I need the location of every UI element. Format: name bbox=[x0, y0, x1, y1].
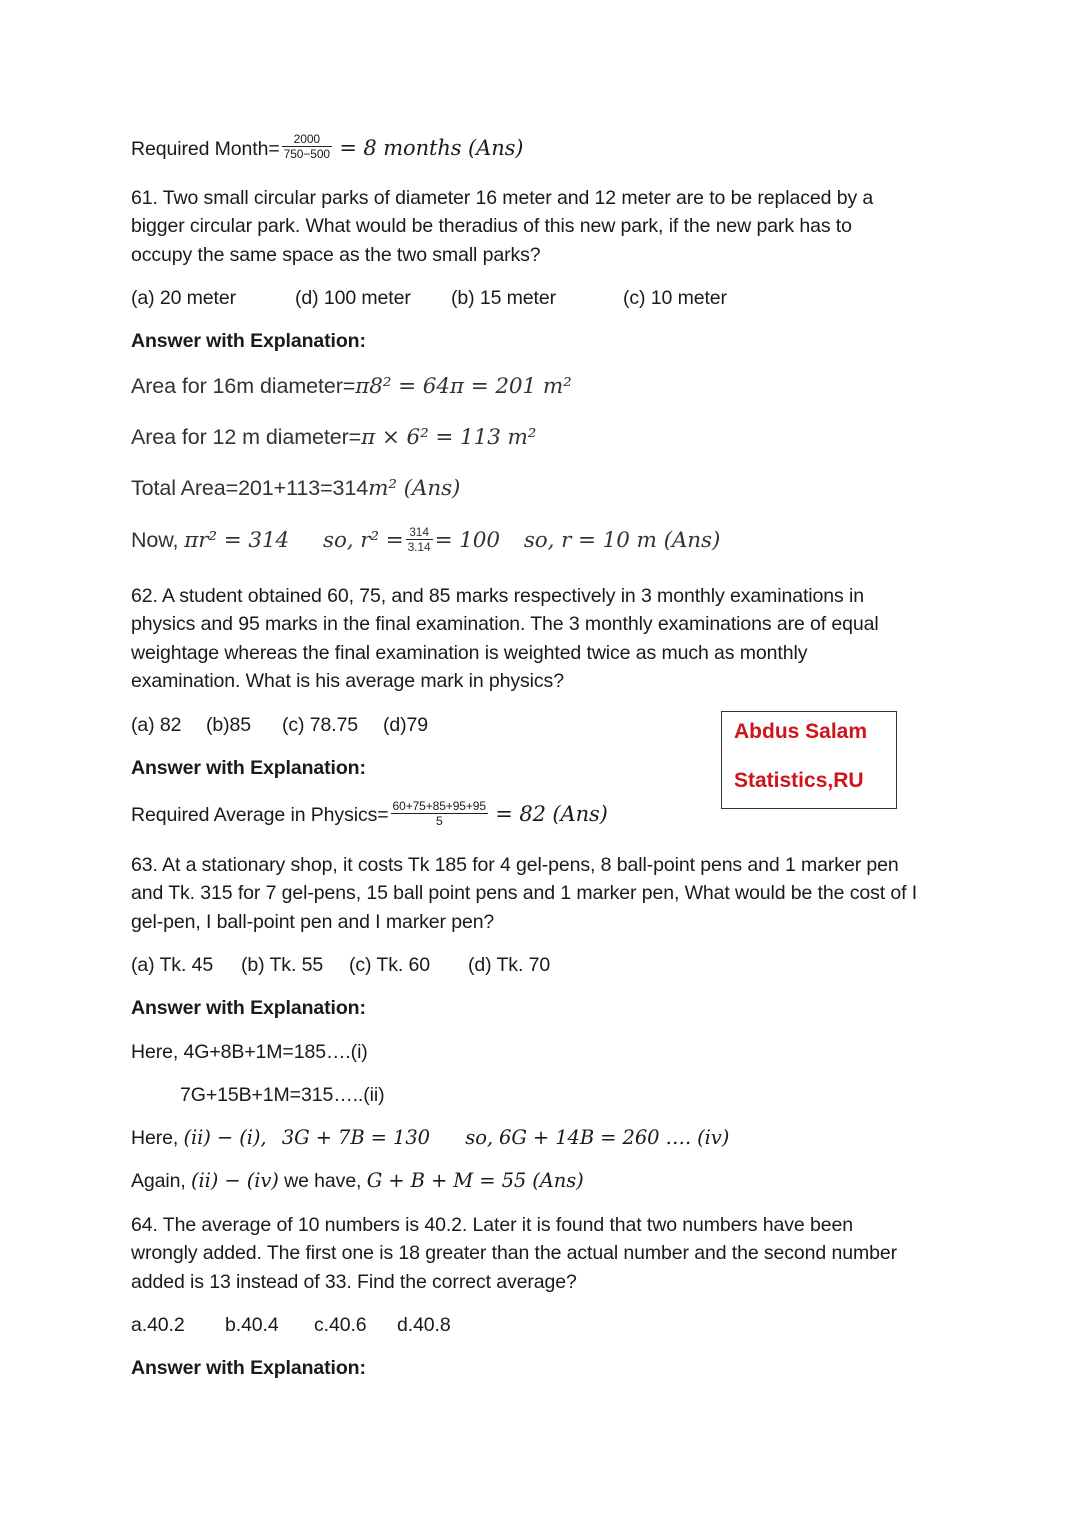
q61-fraction bbox=[406, 525, 433, 554]
prev-answer-fraction bbox=[282, 132, 332, 161]
q62-option-c: (c) 78.75 bbox=[282, 714, 359, 736]
solution-math: (ii) − (iv) bbox=[191, 1169, 279, 1192]
q63-option-d: (d) Tk. 70 bbox=[468, 954, 551, 976]
q62-option-a: (a) 82 bbox=[131, 714, 182, 736]
q62-line-3: weightage whereas the final examination is weighted twice as much as monthly bbox=[131, 642, 808, 664]
q61-solution-2 bbox=[131, 423, 536, 453]
solution-text: we have, bbox=[278, 1170, 367, 1192]
solution-math: so, r² = bbox=[323, 528, 404, 553]
q63-option-a: (a) Tk. 45 bbox=[131, 954, 214, 976]
fraction-numerator: 314 bbox=[406, 525, 433, 540]
q63-option-c: (c) Tk. 60 bbox=[349, 954, 430, 976]
q62-solution bbox=[131, 800, 608, 830]
q61-line-2: bigger circular park. What would be theradius of this new park, if the new park has to bbox=[131, 215, 852, 237]
fraction-numerator: 2000 bbox=[282, 132, 332, 147]
q64-line-2: wrongly added. The first one is 18 greater than the actual number and the second number bbox=[131, 1242, 898, 1264]
q62-option-d: (d)79 bbox=[383, 714, 429, 736]
fraction-denominator: 3.14 bbox=[407, 539, 431, 554]
solution-text: Area for 12 m diameter= bbox=[131, 425, 362, 449]
solution-math: (ii) − (i), bbox=[183, 1126, 267, 1149]
solution-text: Total Area=201+113=314 bbox=[131, 476, 369, 500]
q63-solution-3 bbox=[131, 1124, 729, 1153]
prev-answer-result: = 8 months (Ans) bbox=[339, 136, 524, 160]
q64-option-a: a.40.2 bbox=[131, 1314, 185, 1336]
solution-math: = 100 bbox=[434, 528, 500, 553]
q63-solution-2: 7G+15B+1M=315…..(ii) bbox=[180, 1084, 385, 1106]
solution-math: m² (Ans) bbox=[368, 476, 461, 501]
q62-fraction bbox=[391, 799, 488, 828]
solution-math: πr² = 314 bbox=[184, 528, 290, 553]
prev-answer-line bbox=[131, 134, 523, 164]
q64-line-1: 64. The average of 10 numbers is 40.2. Later it is found that two numbers have been bbox=[131, 1214, 853, 1236]
q63-line-1: 63. At a stationary shop, it costs Tk 185 for 4 gel-pens, 8 ball-point pens and 1 marker pen bbox=[131, 854, 899, 876]
q62-line-1: 62. A student obtained 60, 75, and 85 marks respectively in 3 monthly examinations in bbox=[131, 585, 864, 607]
q61-solution-1 bbox=[131, 372, 572, 402]
q63-option-b: (b) Tk. 55 bbox=[241, 954, 324, 976]
solution-math: = 82 (Ans) bbox=[495, 802, 608, 826]
q61-solution-4 bbox=[131, 526, 720, 556]
solution-math: so, 6G + 14B = 260 …. (iv) bbox=[465, 1126, 730, 1149]
q64-option-b: b.40.4 bbox=[225, 1314, 279, 1336]
q62-line-2: physics and 95 marks in the final examination. The 3 monthly examinations are of equal bbox=[131, 613, 879, 635]
q61-line-1: 61. Two small circular parks of diameter 16 meter and 12 meter are to be replaced by a bbox=[131, 187, 874, 209]
solution-text: Area for 16m diameter= bbox=[131, 374, 356, 398]
solution-math: π × 6² = 113 m² bbox=[361, 425, 537, 450]
q64-line-3: added is 13 instead of 33. Find the correct average? bbox=[131, 1271, 577, 1293]
q63-line-2: and Tk. 315 for 7 gel-pens, 15 ball point pens and 1 marker pen, What would be the cost of I bbox=[131, 882, 918, 904]
solution-text: Here, bbox=[131, 1127, 184, 1149]
q61-option-b: (b) 15 meter bbox=[451, 287, 557, 309]
q63-line-3: gel-pen, I ball-point pen and I marker pen? bbox=[131, 911, 495, 933]
q61-option-a: (a) 20 meter bbox=[131, 287, 237, 309]
q63-solution-1: Here, 4G+8B+1M=185….(i) bbox=[131, 1041, 368, 1063]
solution-text: Again, bbox=[131, 1170, 192, 1192]
q63-solution-4 bbox=[131, 1167, 584, 1196]
q61-answer-heading: Answer with Explanation: bbox=[131, 330, 366, 352]
q61-option-d: (d) 100 meter bbox=[295, 287, 411, 309]
solution-math: π8² = 64π = 201 m² bbox=[355, 374, 572, 399]
fraction-numerator: 60+75+85+95+95 bbox=[392, 799, 486, 814]
q62-answer-heading: Answer with Explanation: bbox=[131, 757, 366, 779]
stamp-line-1: Abdus Salam bbox=[734, 720, 868, 743]
q61-solution-3 bbox=[131, 474, 460, 504]
q64-option-c: c.40.6 bbox=[314, 1314, 367, 1336]
solution-text: Now, bbox=[131, 528, 185, 552]
q61-option-c: (c) 10 meter bbox=[623, 287, 727, 309]
q62-option-b: (b)85 bbox=[206, 714, 252, 736]
author-stamp bbox=[721, 711, 897, 809]
fraction-denominator: 750−500 bbox=[283, 147, 330, 162]
solution-text: Required Average in Physics= bbox=[131, 804, 389, 826]
solution-math: G + B + M = 55 (Ans) bbox=[366, 1169, 584, 1192]
prev-answer-label: Required Month= bbox=[131, 138, 280, 160]
solution-math: so, r = 10 m (Ans) bbox=[523, 528, 721, 553]
solution-math: 3G + 7B = 130 bbox=[281, 1126, 430, 1149]
q64-answer-heading: Answer with Explanation: bbox=[131, 1357, 366, 1379]
q61-line-3: occupy the same space as the two small parks? bbox=[131, 244, 541, 266]
q64-option-d: d.40.8 bbox=[397, 1314, 451, 1336]
fraction-denominator: 5 bbox=[435, 814, 443, 829]
q62-line-4: examination. What is his average mark in physics? bbox=[131, 670, 564, 692]
stamp-line-2: Statistics,RU bbox=[734, 769, 864, 792]
q63-answer-heading: Answer with Explanation: bbox=[131, 997, 366, 1019]
